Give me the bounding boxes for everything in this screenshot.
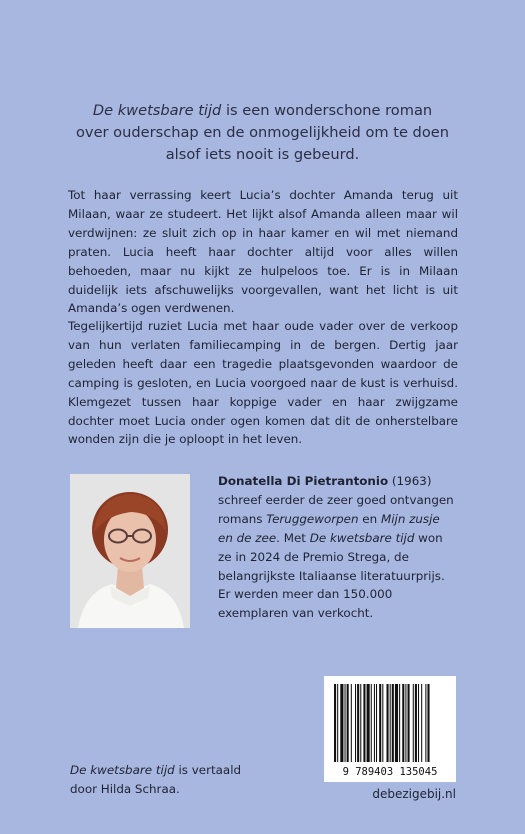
credit-line1: is vertaald	[174, 763, 242, 777]
barcode-bar	[367, 684, 370, 762]
credit-book-title: De kwetsbare tijd	[70, 763, 175, 777]
barcode-bar	[382, 684, 383, 762]
bio-text-1: (1963) schreef eerder de zeer goed ontvangen romans	[218, 474, 454, 526]
intro-line2: over ouderschap en de onmogelijkheid om te doen	[76, 124, 449, 141]
barcode-bar	[408, 684, 410, 762]
barcode-bar	[425, 684, 426, 762]
bio-text-4: won ze in 2024 de Premio Strega, de belangrijkste Italiaanse literatuurprijs. Er werden meer dan 150.000 exemplaren van verkocht.	[218, 530, 445, 621]
barcode-bar	[415, 684, 417, 762]
synopsis-paragraph-1: Tot haar verrassing keert Lucia’s dochter Amanda terug uit Milaan, waar ze studeert. Het lijkt alsof Amanda alleen maar wil verdwijnen: ze sluit zich op in haar kamer en wil met niemand praten. Lucia heeft haar dochter altijd voor alles willen behoeden, maar nu kijkt ze hulpeloos toe. Er is in Milaan duidelijk iets afschuwelijks voorgevallen, want het licht is uit Amanda’s ogen verdwenen.	[68, 188, 458, 316]
barcode-bar	[345, 684, 346, 762]
barcode-bar	[413, 684, 414, 762]
barcode-bar	[371, 684, 372, 762]
translation-credit	[70, 761, 310, 798]
barcode-icon	[324, 676, 456, 782]
author-name: Donatella Di Pietrantonio	[218, 474, 389, 488]
intro-line1: is een wonderschone roman	[221, 102, 433, 119]
barcode-bar	[357, 684, 359, 762]
author-portrait-icon	[70, 474, 190, 628]
barcode-bar	[337, 684, 338, 762]
author-photo	[70, 474, 190, 628]
barcode-bar	[399, 684, 400, 762]
bio-text-3: . Met	[276, 530, 310, 545]
barcode-bar	[340, 684, 343, 762]
credit-line2: door Hilda Schraa.	[70, 781, 180, 796]
isbn-barcode	[324, 676, 456, 782]
barcode-bar	[363, 684, 365, 762]
barcode-bar	[395, 684, 398, 762]
publisher-url[interactable]: debezigebij.nl	[372, 787, 456, 801]
barcode-bar	[351, 684, 352, 762]
barcode-bar	[427, 684, 429, 762]
bio-book-1: Teruggeworpen	[266, 511, 359, 526]
intro-book-title: De kwetsbare tijd	[92, 102, 222, 119]
bio-book-2: Mijn zusje en de zee	[218, 511, 440, 545]
barcode-bar	[360, 684, 361, 762]
author-bio	[218, 472, 456, 623]
intro-blurb	[60, 100, 465, 166]
barcode-bar	[418, 684, 419, 762]
bio-text-2: en	[358, 511, 381, 526]
barcode-bar	[405, 684, 406, 762]
synopsis-paragraph-2: Tegelijkertijd ruziet Lucia met haar oude vader over de verkoop van hun verlaten familiecamping in de bergen. Dertig jaar geleden heeft daar een tragedie plaatsgevonden waardoor de camping is gesloten, en Lucia voorgoed naar de kust is verhuisd. Klemgezet tussen haar koppige vader en haar zwijgzame dochter moet Lucia onder ogen komen dat dit de onherstelbare wonden zijn die je oploopt in het leven.	[68, 319, 458, 447]
barcode-bar	[390, 684, 391, 762]
barcode-bar	[374, 684, 375, 762]
barcode-bar	[355, 684, 356, 762]
barcode-bar	[334, 684, 336, 762]
barcode-bar	[347, 684, 349, 762]
barcode-number: 9 789403 135045	[342, 766, 438, 778]
barcode-bar	[392, 684, 394, 762]
barcode-bar	[402, 684, 404, 762]
barcode-bar	[387, 684, 389, 762]
bio-book-3: De kwetsbare tijd	[309, 530, 415, 545]
barcode-bar	[379, 684, 381, 762]
intro-line3: alsof iets nooit is gebeurd.	[165, 146, 360, 163]
barcode-bar	[376, 684, 377, 762]
barcode-bar	[421, 684, 422, 762]
